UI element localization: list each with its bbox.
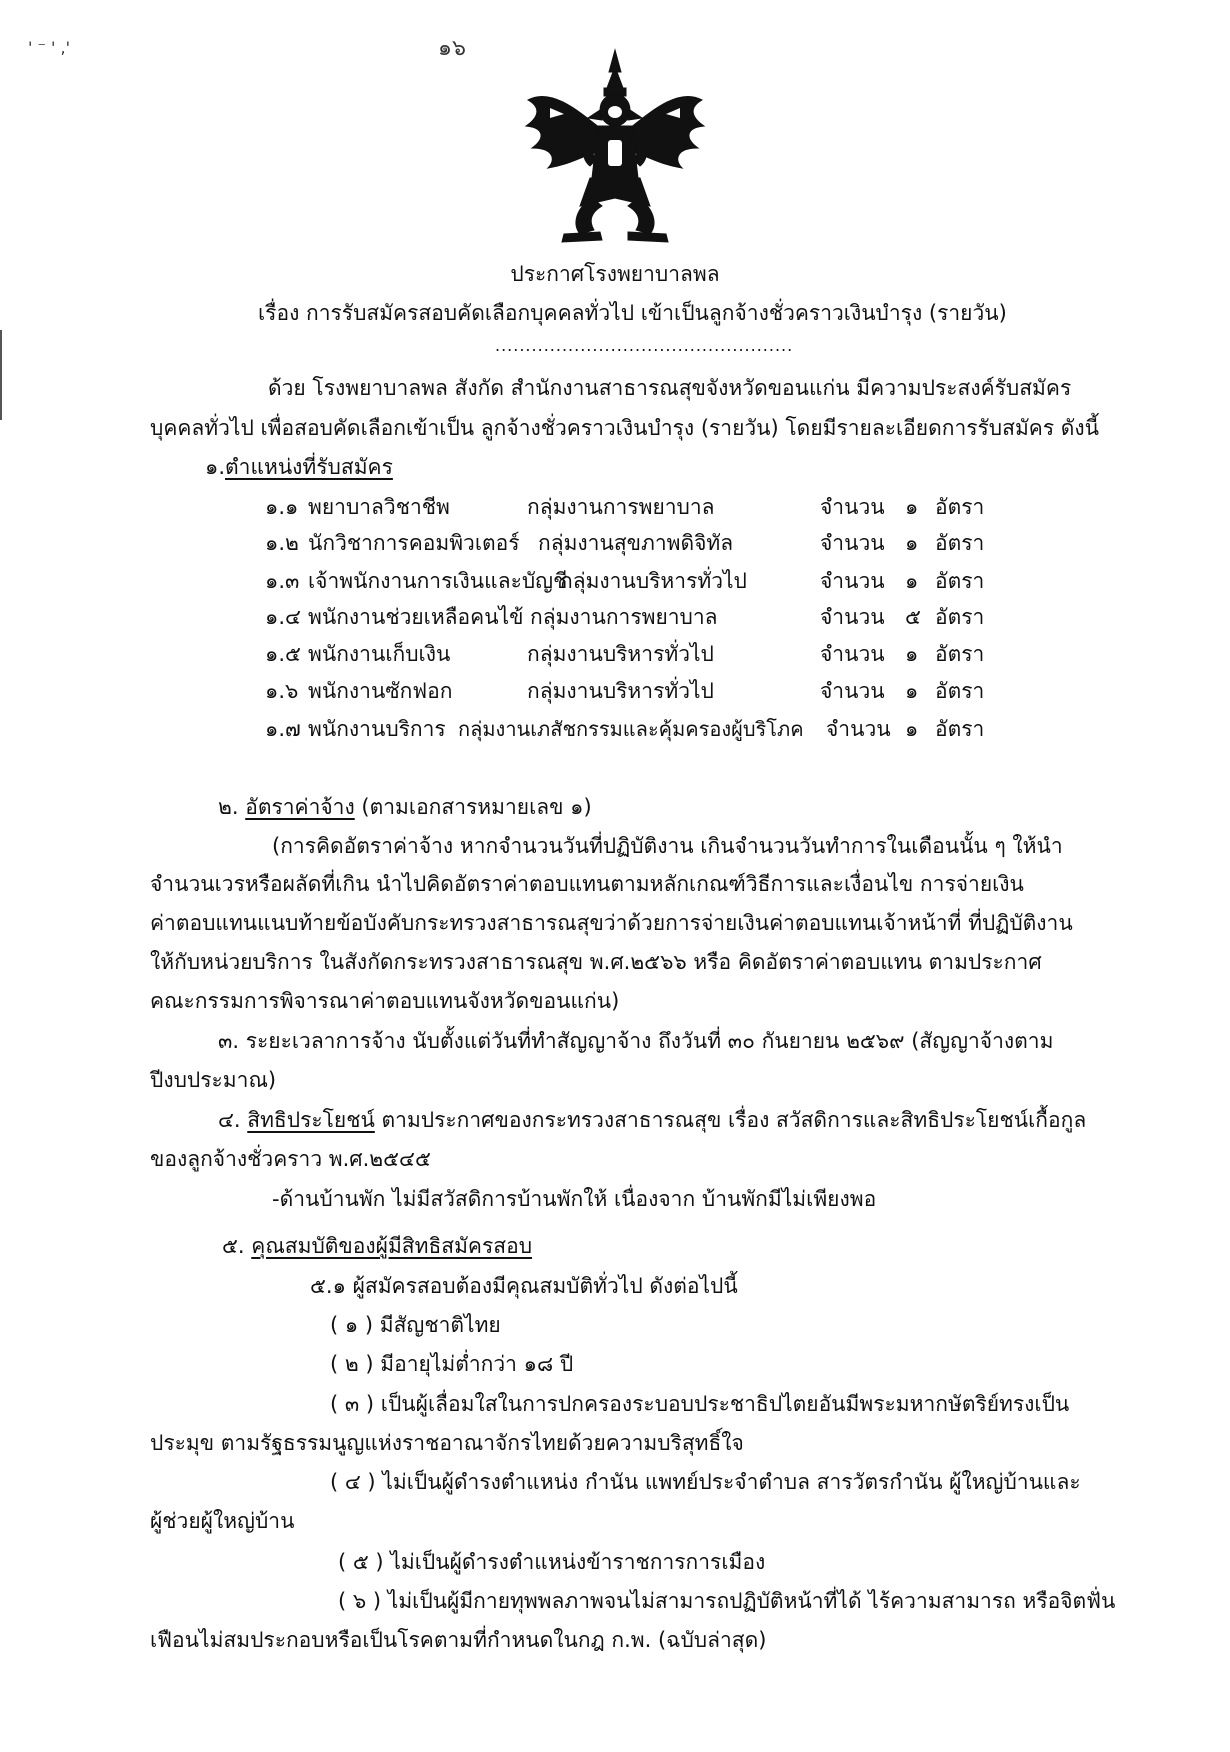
position-title: พนักงานบริการ	[308, 717, 446, 741]
corner-marks: ' ⁻ ' ,'	[28, 38, 70, 57]
position-title: พนักงานเก็บเงิน	[308, 642, 451, 666]
section2-line-3: ค่าตอบแทนแนบท้ายข้อบังคับกระทรวงสาธารณสุขว่าด้วยการจ่ายเงินค่าตอบแทนเจ้าหน้าที่ ที่ปฏิบัติงาน	[150, 911, 1073, 935]
position-title: พยาบาลวิชาชีพ	[308, 495, 450, 519]
position-count: ๑	[905, 642, 919, 666]
position-count-label: จำนวน	[820, 605, 885, 629]
section5-heading	[222, 1236, 532, 1257]
position-count: ๑	[905, 569, 919, 593]
section4-housing: -ด้านบ้านพัก ไม่มีสวัสดิการบ้านพักให้ เนื่องจาก บ้านพักมีไม่เพียงพอ	[272, 1187, 877, 1211]
position-count-label: จำนวน	[820, 495, 885, 519]
position-count-label: จำนวน	[820, 679, 885, 703]
intro-line-1: ด้วย โรงพยาบาลพล สังกัด สำนักงานสาธารณสุขจังหวัดขอนแก่น มีความประสงค์รับสมัคร	[268, 376, 1072, 400]
qualification-item	[330, 1315, 501, 1336]
section1-heading	[205, 457, 393, 478]
qualification-item	[330, 1394, 1069, 1415]
section2-number: ๒.	[218, 795, 239, 819]
position-count-label: จำนวน	[820, 531, 885, 555]
position-unit: อัตรา	[935, 605, 985, 629]
position-count-label: จำนวน	[826, 717, 891, 741]
position-group: กลุ่มงานการพยาบาล	[527, 495, 715, 519]
qualification-text: มีอายุไม่ต่ำกว่า ๑๘ ปี	[380, 1352, 574, 1376]
position-no: ๑.๑	[265, 495, 299, 519]
qualification-no: ( ๖ )	[338, 1589, 382, 1613]
qualification-continuation: เฟือนไม่สมประกอบหรือเป็นโรคตามที่กำหนดในกฎ ก.พ. (ฉบับล่าสุด)	[150, 1628, 767, 1652]
section2-note: (ตามเอกสารหมายเลข ๑)	[361, 795, 592, 819]
section1-title: ตำแหน่งที่รับสมัคร	[225, 455, 393, 479]
garuda-emblem-icon	[520, 48, 710, 243]
section5-title: คุณสมบัติของผู้มีสิทธิสมัครสอบ	[251, 1234, 533, 1258]
position-group: กลุ่มงานสุขภาพดิจิทัล	[538, 531, 734, 555]
section4-title: สิทธิประโยชน์	[247, 1108, 375, 1132]
page-number-mark: ๑๖	[438, 36, 466, 61]
position-no: ๑.๗	[265, 717, 301, 741]
section3-line-1: ๓. ระยะเวลาการจ้าง นับตั้งแต่วันที่ทำสัญญาจ้าง ถึงวันที่ ๓๐ กันยายน ๒๕๖๙ (สัญญาจ้างตาม	[218, 1029, 1054, 1053]
qualification-text: ไม่เป็นผู้ดำรงตำแหน่งข้าราชการการเมือง	[390, 1550, 766, 1574]
position-unit: อัตรา	[935, 679, 985, 703]
qualification-item	[338, 1591, 1115, 1612]
qualification-text: เป็นผู้เลื่อมใสในการปกครองระบอบประชาธิปไตยอันมีพระมหากษัตริย์ทรงเป็น	[380, 1392, 1070, 1416]
scan-edge-line	[0, 330, 2, 420]
position-title: เจ้าพนักงานการเงินและบัญชี	[308, 569, 568, 593]
header-separator: .................................................	[495, 336, 794, 355]
section4-line-1: ตามประกาศของกระทรวงสาธารณสุข เรื่อง สวัสดิการและสิทธิประโยชน์เกื้อกูล	[381, 1108, 1087, 1132]
position-unit: อัตรา	[935, 642, 985, 666]
section5-number: ๕.	[222, 1234, 245, 1258]
position-count: ๑	[905, 717, 919, 741]
section1-number: ๑.	[205, 455, 226, 479]
section4-line-2: ของลูกจ้างชั่วคราว พ.ศ.๒๕๔๕	[150, 1147, 431, 1171]
position-count: ๑	[905, 679, 919, 703]
position-count-label: จำนวน	[820, 642, 885, 666]
section4-heading	[218, 1110, 1086, 1131]
qualification-no: ( ๒ )	[330, 1352, 374, 1376]
qualification-text: มีสัญชาติไทย	[379, 1313, 501, 1337]
qualification-no: ( ๔ )	[330, 1470, 376, 1494]
position-group: กลุ่มงานเภสัชกรรมและคุ้มครองผู้บริโภค	[458, 717, 804, 741]
announcement-subject: เรื่อง การรับสมัครสอบคัดเลือกบุคคลทั่วไป เข้าเป็นลูกจ้างชั่วคราวเงินบำรุง (รายวัน)	[258, 301, 1007, 325]
section2-heading	[218, 797, 592, 818]
qualification-item	[330, 1472, 1081, 1493]
position-title: พนักงานซักฟอก	[308, 679, 453, 703]
position-unit: อัตรา	[935, 531, 985, 555]
qualification-item	[330, 1354, 573, 1375]
position-no: ๑.๒	[265, 531, 299, 555]
section2-line-2: จำนวนเวรหรือผลัดที่เกิน นำไปคิดอัตราค่าตอบแทนตามหลักเกณฑ์วิธีการและเงื่อนไข การจ่ายเงิน	[150, 872, 1024, 896]
section2-line-4: ให้กับหน่วยบริการ ในสังกัดกระทรวงสาธารณสุข พ.ศ.๒๕๖๖ หรือ คิดอัตราค่าตอบแทน ตามประกาศ	[150, 950, 1042, 974]
qualification-continuation: ผู้ช่วยผู้ใหญ่บ้าน	[150, 1509, 295, 1533]
position-group: กลุ่มงานการพยาบาล	[530, 605, 718, 629]
position-no: ๑.๓	[265, 569, 300, 593]
position-unit: อัตรา	[935, 495, 985, 519]
section2-title: อัตราค่าจ้าง	[245, 795, 355, 819]
announcement-title: ประกาศโรงพยาบาลพล	[510, 262, 720, 286]
qualification-text: ไม่เป็นผู้ดำรงตำแหน่ง กำนัน แพทย์ประจำตำบล สารวัตรกำนัน ผู้ใหญ่บ้านและ	[382, 1470, 1081, 1494]
qualification-no: ( ๑ )	[330, 1313, 374, 1337]
position-title: นักวิชาการคอมพิวเตอร์	[308, 531, 520, 555]
position-count: ๑	[905, 531, 919, 555]
section4-number: ๔.	[218, 1108, 241, 1132]
position-group: กลุ่มงานบริหารทั่วไป	[527, 642, 714, 666]
qualification-no: ( ๓ )	[330, 1392, 375, 1416]
position-group: กลุ่มงานบริหารทั่วไป	[527, 679, 714, 703]
position-count-label: จำนวน	[820, 569, 885, 593]
position-count: ๑	[905, 495, 919, 519]
section5-subheading: ๕.๑ ผู้สมัครสอบต้องมีคุณสมบัติทั่วไป ดังต่อไปนี้	[310, 1274, 738, 1298]
section2-line-1: (การคิดอัตราค่าจ้าง หากจำนวนวันที่ปฏิบัติงาน เกินจำนวนวันทำการในเดือนนั้น ๆ ให้นำ	[272, 834, 1063, 858]
position-no: ๑.๕	[265, 642, 301, 666]
position-unit: อัตรา	[935, 569, 985, 593]
section2-line-5: คณะกรรมการพิจารณาค่าตอบแทนจังหวัดขอนแก่น)	[150, 989, 620, 1013]
qualification-item	[338, 1552, 765, 1573]
position-title: พนักงานช่วยเหลือคนไข้	[308, 605, 524, 629]
section3-line-2: ปีงบประมาณ)	[150, 1068, 277, 1092]
intro-line-2: บุคคลทั่วไป เพื่อสอบคัดเลือกเข้าเป็น ลูกจ้างชั่วคราวเงินบำรุง (รายวัน) โดยมีรายละเอียดการรับสมัคร ดังนี้	[150, 416, 1100, 440]
position-count: ๕	[905, 605, 921, 629]
position-unit: อัตรา	[935, 717, 985, 741]
qualification-continuation: ประมุข ตามรัฐธรรมนูญแห่งราชอาณาจักรไทยด้วยความบริสุทธิ์ใจ	[150, 1431, 744, 1455]
position-no: ๑.๔	[265, 605, 301, 629]
position-no: ๑.๖	[265, 679, 299, 703]
qualification-no: ( ๕ )	[338, 1550, 384, 1574]
position-group: กลุ่มงานบริหารทั่วไป	[560, 569, 747, 593]
qualification-text: ไม่เป็นผู้มีกายทุพพลภาพจนไม่สามารถปฏิบัติหน้าที่ได้ ไร้ความสามารถ หรือจิตฟั่น	[387, 1589, 1116, 1613]
